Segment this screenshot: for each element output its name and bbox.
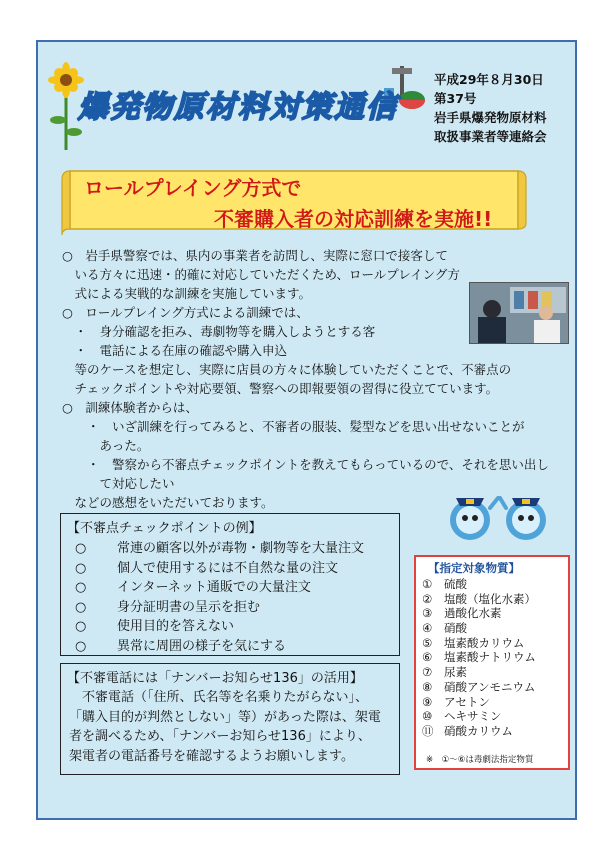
list-item <box>422 650 536 665</box>
list-item <box>75 559 364 579</box>
circle-icon: ○ <box>75 580 87 595</box>
checkpoint-text: 常連の顧客以外が毒物・劇物等を大量注文 <box>117 541 365 556</box>
substances-heading: 【指定対象物質】 <box>428 561 520 575</box>
list-item <box>422 665 536 680</box>
body-line: ○ ロールプレイング方式による訓練では、 <box>62 305 309 320</box>
body-line: 式による実戦的な訓練を実施しています。 <box>62 286 312 301</box>
substance-name: 塩素酸ナトリウム <box>444 650 536 665</box>
body-line: ・ いざ訓練を行ってみると、不審者の服装、髪型などを思い出せないことが <box>62 419 525 434</box>
checkpoint-list <box>75 539 364 656</box>
list-item <box>422 636 536 651</box>
phone-line: 者を調べるため、「ナンバーお知らせ136」により、 <box>69 729 371 744</box>
list-item <box>422 724 536 739</box>
phone-line: 不審電話（「住所、氏名等を名乗りたがらない」、 <box>69 690 369 705</box>
item-number: ① <box>422 577 433 591</box>
list-item <box>75 598 364 618</box>
phone-notice-heading: 【不審電話には「ナンバーお知らせ136」の活用】 <box>67 671 363 686</box>
body-line: ・ 電話による在庫の確認や購入申込 <box>62 343 288 358</box>
issue-info <box>434 70 569 146</box>
item-number: ⑨ <box>422 694 433 709</box>
substance-name: 過酸化水素 <box>444 606 502 621</box>
checkpoint-box <box>60 513 400 656</box>
substance-name: アセトン <box>444 694 490 709</box>
checkpoint-heading: 【不審点チェックポイントの例】 <box>67 521 262 536</box>
substance-name: 硫酸 <box>444 577 467 591</box>
phone-line: 「購入目的が判然としない」等）があった際は、架電 <box>69 709 381 725</box>
checkpoint-text: 個人で使用するには不自然な量の注文 <box>117 560 339 576</box>
issue-date: 平成29年８月30日 <box>434 72 544 87</box>
substance-name: 硝酸アンモニウム <box>444 679 536 694</box>
substance-name: 塩素酸カリウム <box>444 635 525 650</box>
phone-notice-text <box>69 688 395 766</box>
item-number: ⑪ <box>422 723 434 738</box>
substance-name: 硝酸カリウム <box>444 723 513 738</box>
circle-icon: ○ <box>75 541 87 556</box>
body-line: 等のケースを想定し、実際に店員の方々に体験していただくことで、不審点の <box>62 362 512 377</box>
list-item <box>75 578 364 598</box>
body-line: ・ 警察から不審点チェックポイントを教えてもらっているので、それを思い出し <box>62 457 549 472</box>
substance-name: ヘキサミン <box>444 709 502 724</box>
issue-number: 第37号 <box>434 91 477 106</box>
list-item <box>75 617 364 637</box>
list-item <box>422 709 536 724</box>
body-line: あった。 <box>62 438 150 453</box>
item-number: ② <box>422 591 433 606</box>
list-item <box>422 621 536 636</box>
substances-note: ※ ①～⑥は毒劇法指定物質 <box>426 755 534 765</box>
body-line: ○ 岩手県警察では、県内の事業者を訪問し、実際に窓口で接客して <box>62 248 448 263</box>
phone-line: 架電者の電話番号を確認するようお願いします。 <box>69 748 354 764</box>
body-line: などの感想をいただいております。 <box>62 495 274 510</box>
body-line: チェックポイントや対応要領、警察への即報要領の習得に役立てています。 <box>62 381 499 396</box>
item-number: ⑦ <box>422 665 433 680</box>
list-item <box>422 680 536 695</box>
list-item <box>422 606 536 621</box>
checkpoint-text: 使用目的を答えない <box>117 619 235 634</box>
list-item <box>75 539 364 559</box>
training-photo <box>469 282 569 344</box>
checkpoint-text: 異常に周囲の様子を気にする <box>117 638 287 654</box>
body-line: ・ 身分確認を拒み、毒劇物等を購入しようとする客 <box>62 324 376 339</box>
designated-substances-box <box>414 555 570 770</box>
item-number: ⑥ <box>422 650 433 665</box>
body-line: て対応したい <box>62 476 175 491</box>
list-item <box>75 637 364 657</box>
item-number: ④ <box>422 621 433 636</box>
circle-icon: ○ <box>75 599 87 615</box>
newsletter-title: 爆発物原材料対策通信 <box>78 90 398 125</box>
checkpoint-text: 身分証明書の呈示を拒む <box>117 599 261 615</box>
checkpoint-text: インターネット通販での大量注文 <box>117 580 311 595</box>
body-line: いる方々に迅速・的確に対応していただくため、ロールプレイング方 <box>62 267 460 282</box>
headline-line2: 不審購入者の対応訓練を実施!! <box>214 207 493 231</box>
headline-line1: ロールプレイング方式で <box>84 176 302 200</box>
circle-icon: ○ <box>75 619 87 634</box>
body-line: ○ 訓練体験者からは、 <box>62 400 198 415</box>
circle-icon: ○ <box>75 638 87 654</box>
list-item <box>422 592 536 607</box>
circle-icon: ○ <box>75 560 87 576</box>
organization-line2: 取扱事業者等連絡会 <box>434 129 547 144</box>
item-number: ⑧ <box>422 679 433 694</box>
item-number: ⑩ <box>422 709 433 724</box>
substance-name: 塩酸（塩化水素） <box>444 591 536 606</box>
substances-list <box>422 577 536 739</box>
substance-name: 尿素 <box>444 665 467 680</box>
item-number: ③ <box>422 606 433 621</box>
list-item <box>422 577 536 592</box>
item-number: ⑤ <box>422 635 433 650</box>
list-item <box>422 695 536 710</box>
police-mascot-icon <box>438 478 558 548</box>
organization-line1: 岩手県爆発物原材料 <box>434 110 547 125</box>
phone-notice-box <box>60 663 400 775</box>
substance-name: 硝酸 <box>444 621 467 636</box>
